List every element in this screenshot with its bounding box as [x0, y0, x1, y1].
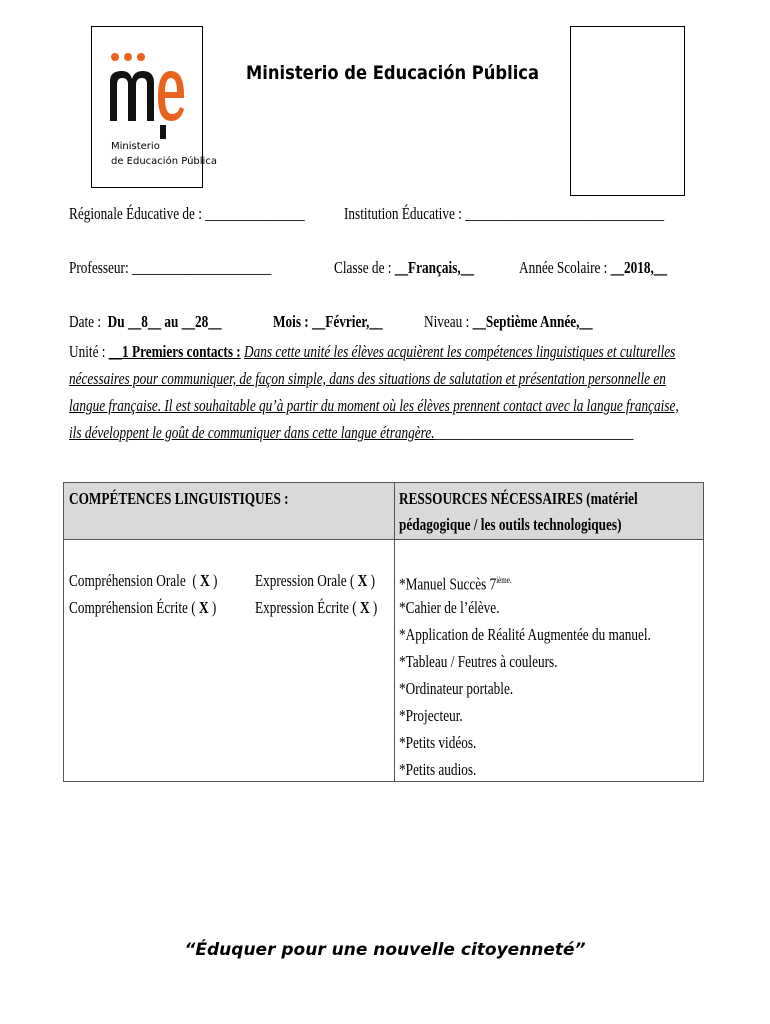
table-column-divider: [394, 483, 395, 781]
competences-table: [63, 482, 704, 782]
institution-label: Institution Éducative :: [344, 204, 462, 223]
au-label: au: [164, 312, 179, 331]
competence-mark: X: [357, 571, 368, 590]
du-label: Du: [107, 312, 125, 331]
logo-subtitle-1: Ministerio: [111, 141, 160, 152]
slogan: “Éduquer pour une nouvelle citoyenneté”: [184, 940, 586, 960]
level-value: __Septième Année,__: [472, 312, 593, 331]
unit-text-trail: ______________________________: [434, 423, 634, 442]
resource-item: *Petits vidéos.: [399, 733, 477, 752]
du-value: __8__: [127, 312, 162, 331]
professor-field: [69, 258, 328, 278]
resource-superscript: ième.: [496, 575, 512, 585]
resource-item: *Projecteur.: [399, 706, 463, 725]
col-header-competences: COMPÉTENCES LINGUISTIQUES :: [69, 489, 289, 508]
unit-text-line-1: Dans cette unité les élèves acquièrent les compétences linguistiques et culturelles: [244, 342, 676, 361]
regional-value: _______________: [205, 204, 305, 223]
unit-text-line-2: nécessaires pour communiquer, de façon simple, dans des situations de salutation et présentation personnelle en: [69, 369, 666, 388]
level-label: Niveau :: [424, 312, 470, 331]
month-label: Mois :: [273, 312, 309, 331]
ministry-logo: [91, 26, 217, 188]
regional-field: [69, 204, 371, 224]
level-field: [424, 312, 640, 332]
month-field: [273, 312, 414, 332]
ministry-title: Ministerio de Educación Pública: [246, 62, 540, 84]
month-value: __Février,__: [312, 312, 383, 331]
professor-label: Professeur:: [69, 258, 129, 277]
logo-subtitle-2: de Educación Pública: [111, 156, 217, 167]
col-header-resources: RESSOURCES NÉCESSAIRES (matériel pédagogique / les outils technologiques): [399, 489, 638, 534]
class-field: [334, 258, 513, 278]
class-label: Classe de :: [334, 258, 392, 277]
resource-item: *Petits audios.: [399, 760, 477, 779]
institution-field: [344, 204, 754, 224]
competence-mark: X: [199, 598, 209, 617]
date-field: [69, 312, 265, 332]
institution-value: ______________________________: [465, 204, 665, 223]
class-value: __Français,__: [394, 258, 474, 277]
competence-label: Compréhension Écrite: [69, 598, 188, 617]
unit-label: Unité :: [69, 342, 106, 361]
resource-item: *Manuel Succès $7^{ième.}$: [399, 574, 512, 594]
resource-item: *Ordinateur portable.: [399, 679, 514, 698]
competence-row: Compréhension Orale ( X ): [69, 571, 218, 590]
competence-mark: X: [359, 598, 370, 617]
competence-label: Expression Orale: [255, 571, 347, 590]
unit-text-line-3: langue française. Il est souhaitable qu’à partir du moment où les élèves prennent contact avec la langue française,: [69, 396, 679, 415]
date-label: Date :: [69, 312, 102, 331]
unit-text-line-4: ils développent le goût de communiquer dans cette langue étrangère.: [69, 423, 435, 442]
professor-value: _____________________: [131, 258, 272, 277]
au-value: __28__: [181, 312, 222, 331]
unit-description: [69, 338, 770, 446]
competence-mark: X: [200, 571, 210, 590]
regional-label: Régionale Éducative de :: [69, 204, 202, 223]
unit-title: __1 Premiers contacts :: [108, 342, 241, 361]
photo-placeholder: [570, 26, 685, 196]
competence-label: Expression Écrite: [255, 598, 349, 617]
resource-item: *Tableau / Feutres à couleurs.: [399, 652, 558, 671]
resource-item: *Cahier de l’élève.: [399, 598, 500, 617]
competence-row: Compréhension Écrite ( X ): [69, 598, 217, 617]
resource-item: *Application de Réalité Augmentée du manuel.: [399, 625, 651, 644]
year-field: [519, 258, 709, 278]
competence-label: Compréhension Orale: [69, 571, 186, 590]
mep-logo-icon: [106, 51, 188, 141]
competence-row: Expression Écrite ( X ): [255, 598, 378, 617]
year-label: Année Scolaire :: [519, 258, 608, 277]
competence-row: Expression Orale ( X ): [255, 571, 376, 590]
year-value: __2018,__: [610, 258, 668, 277]
